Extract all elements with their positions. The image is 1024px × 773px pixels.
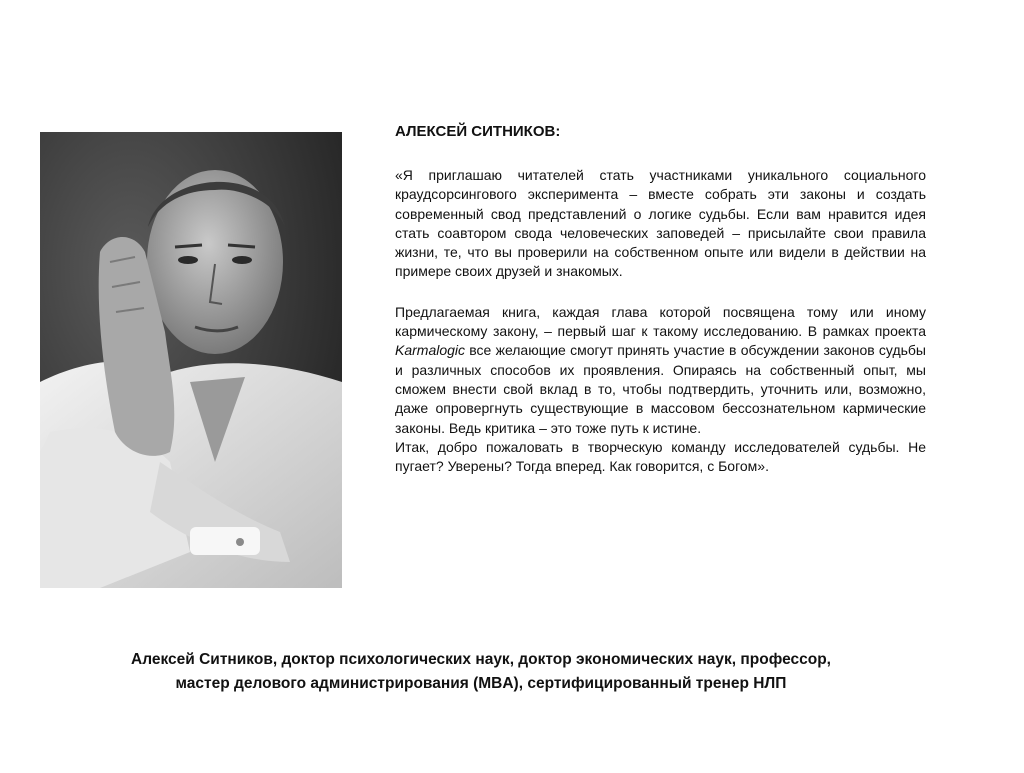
caption-line-1: Алексей Ситников, доктор психологических наук, доктор экономических наук, профессор,	[131, 651, 831, 668]
author-portrait-photo	[40, 132, 342, 588]
quote-paragraph-2-end: все желающие смогут принять участие в обсуждении законов судьбы и различных способов их проявления. Опираясь на собственный опыт, мы сможем внести свой вклад в то, чтобы подтвердить, уточнить или, возможно, даже опровергнуть существующие в массовом бессознательном кармические законы. Ведь критика – это тоже путь к истине.	[395, 342, 926, 436]
quote-paragraph-2-start: Предлагаемая книга, каждая глава которой посвящена тому или иному кармическому закону, – первый шаг к такому исследованию. В рамках проекта	[395, 303, 926, 340]
quote-column	[395, 122, 926, 476]
caption-line-2: мастер делового администрирования (MBA), сертифицированный тренер НЛП	[175, 675, 787, 692]
author-heading: АЛЕКСЕЙ СИТНИКОВ:	[395, 123, 561, 140]
quote-paragraph-2	[395, 303, 926, 438]
project-name: Karmalogic	[395, 342, 466, 359]
quote-paragraph-3: Итак, добро пожаловать в творческую команду исследователей судьбы. Не пугает? Уверены? Тогда вперед. Как говорится, с Богом».	[395, 438, 926, 475]
author-credentials-caption	[40, 648, 922, 696]
quote-paragraph-1: «Я приглашаю читателей стать участниками уникального социального краудсорсингового эксперимента – вместе собрать эти законы и создать современный свод представлений о логике судьбы. Если вам нравится идея стать соавтором свода человеческих заповедей – присылайте свои правила жизни, те, что вы проверили на собственном опыте или видели в действии на примере своих друзей и знакомых.	[395, 167, 926, 280]
portrait-photo-icon	[40, 132, 342, 588]
